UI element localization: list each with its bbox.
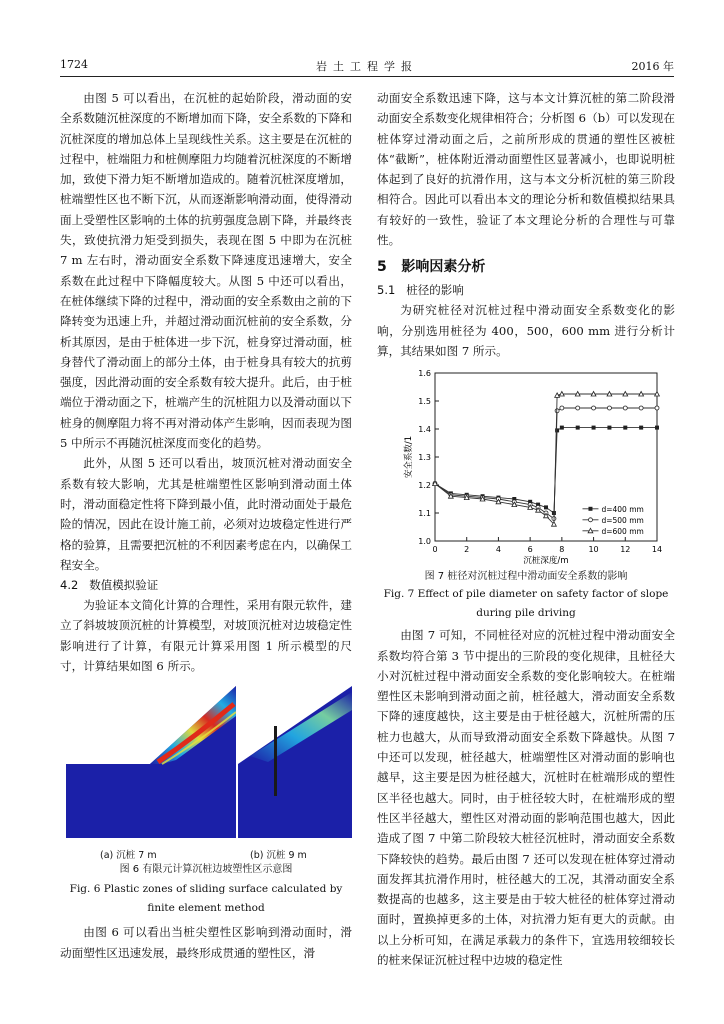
fig7-caption-cn: 图 7 桩径对沉桩过程中滑动面安全系数的影响 — [424, 571, 628, 583]
figure-6 — [60, 682, 352, 880]
fig7-chart — [377, 365, 675, 569]
data-point — [560, 406, 564, 410]
data-point — [576, 426, 580, 430]
data-point — [576, 406, 580, 410]
y-tick-label: 1.3 — [418, 453, 431, 463]
x-axis-label: 沉桩深度/m — [523, 556, 569, 567]
fig6-caption-en: Fig. 6 Plastic zones of sliding surface calculated by finite element method — [69, 883, 343, 915]
running-header — [60, 58, 674, 74]
data-point — [607, 406, 611, 410]
data-point — [544, 506, 548, 510]
data-point — [592, 426, 596, 430]
data-point — [655, 426, 659, 430]
x-tick-label: 4 — [495, 545, 501, 555]
y-tick-label: 1.4 — [418, 425, 431, 435]
data-point — [592, 406, 596, 410]
y-tick-label: 1.0 — [418, 537, 431, 547]
data-point — [607, 426, 611, 430]
left-column — [60, 88, 352, 963]
x-tick-label: 12 — [620, 545, 631, 555]
fig6-sub-a: (a) 沉桩 7 m — [100, 850, 157, 862]
data-point — [555, 429, 559, 433]
y-tick-label: 1.5 — [418, 397, 431, 407]
legend-label: d=500 mm — [601, 516, 644, 526]
paragraph: 由图 7 可知，不同桩径对应的沉桩过程中滑动面安全系数均符合第 3 节中提出的三阶段的变化规律，且桩径大小对沉桩过程中滑动面安全系数的变化影响较大。在桩端塑性区未影响到滑动面之前，桩径越大，滑动面安全系数下降的速度越快，这主要是由于桩径越大，沉桩所需的压桩力也越大，从而导致滑动面安全系数下降越快。从图 7 中还可以发现，桩径越大，桩端塑性区对滑动面的影响也越早，这主要是因为桩径越大，沉桩时在桩端形成的塑性区半径也越大。同时，由于桩径较大时，在桩端形成的塑性区半径越大，塑性区对滑动面的影响范围也越大，因此造成了图 7 中第二阶段较大桩径沉桩时，滑动面安全系数下降较快的趋势。最后由图 7 还可以发现在桩体穿过滑动面发挥其抗滑作用时，桩径越大的工况，其滑动面安全系数提高的也越多，这主要是由于较大桩径的桩体穿过滑动面时，置换掉更多的土体，对抗滑力矩有更大的贡献。由以上分析可知，在满足承载力的条件下，宜选用较细较长的桩来保证沉桩过程中边坡的稳定性 — [377, 628, 675, 968]
right-column — [377, 88, 675, 970]
y-axis-label: 安全系数/1 — [404, 436, 414, 479]
header-rule — [60, 76, 674, 77]
fig6-caption-cn: 图 6 有限元计算沉桩边坡塑性区示意图 — [119, 864, 293, 876]
x-tick-label: 14 — [651, 545, 663, 555]
paragraph: 为研究桩径对沉桩过程中滑动面安全系数变化的影响，分别选用桩径为 400，500，600 mm 进行分析计算，其结果如图 7 所示。 — [377, 303, 675, 358]
page-number: 1724 — [60, 58, 88, 71]
y-tick-label: 1.6 — [418, 369, 431, 379]
fe-plastic-zone-b — [238, 686, 352, 838]
x-tick-label: 2 — [464, 545, 470, 555]
paragraph: 由图 6 可以看出当桩尖塑性区影响到滑动面时，滑动面塑性区迅速发展，最终形成贯通的塑性区，滑 — [60, 925, 352, 960]
pile — [274, 726, 277, 796]
data-point — [639, 426, 643, 430]
x-tick-label: 6 — [527, 545, 533, 555]
x-tick-label: 0 — [432, 545, 438, 555]
fig7-caption-en: Fig. 7 Effect of pile diameter on safety factor of slope during pile driving — [383, 588, 669, 620]
paragraph: 动面安全系数迅速下降，这与本文计算沉桩的第二阶段滑动面安全系数变化规律相符合；分析图 6（b）可以发现在桩体穿过滑动面之后，之前所形成的贯通的塑性区被桩体“截断”，桩体附近滑动面塑性区显著减小，也即说明桩体起到了良好的抗滑作用，这与本文分析沉桩的第三阶段相符合。因此可以看出本文的理论分析和数值模拟结果具有较好的一致性，验证了本文理论分析的合理性与可靠性。 — [377, 91, 675, 248]
data-point — [639, 406, 643, 410]
fig6-sub-b: (b) 沉桩 9 m — [250, 850, 307, 862]
data-point — [655, 406, 659, 410]
legend-label: d=400 mm — [601, 505, 644, 515]
x-tick-label: 10 — [588, 545, 599, 555]
legend-label: d=600 mm — [601, 527, 644, 537]
section-heading-5-1: 5.1 桩径的影响 — [377, 283, 464, 298]
paragraph: 为验证本文简化计算的合理性，采用有限元软件，建立了斜坡坡顶沉桩的计算模型，对坡顶沉桩对边坡稳定性影响进行了计算，有限元计算采用图 1 所示模型的尺寸，计算结果如图 6 所示。 — [60, 598, 352, 674]
legend-marker — [588, 507, 592, 511]
journal-name: 岩土工程学报 — [316, 60, 418, 73]
y-tick-label: 1.1 — [418, 509, 431, 519]
series-line — [435, 428, 657, 513]
x-tick-label: 8 — [559, 545, 565, 555]
data-point — [623, 426, 627, 430]
y-tick-label: 1.2 — [418, 481, 431, 491]
data-point — [623, 406, 627, 410]
legend-marker — [588, 518, 592, 522]
section-heading-4-2: 4.2 数值模拟验证 — [60, 578, 159, 593]
slope-body — [66, 686, 236, 838]
paragraph: 此外，从图 5 还可以看出，坡顶沉桩对滑动面安全系数有较大影响，尤其是桩端塑性区影响到滑动面土体时，滑动面稳定性将下降到最小值，此时滑动面处于最危险的情况，因此在设计施工前，必须对边坡稳定性进行严格的验算，且需要把沉桩的不利因素考虑在内，以确保工程安全。 — [60, 456, 352, 572]
paragraph: 由图 5 可以看出，在沉桩的起始阶段，滑动面的安全系数随沉桩深度的不断增加而下降，安全系数的下降和沉桩深度的增加总体上呈现线性关系。这主要是在沉桩的过程中，桩端阻力和桩侧摩阻力均随着沉桩深度的不断增加，致使下滑力矩不断增加造成的。随着沉桩深度增加，桩端塑性区也不断下沉，从而逐渐影响滑动面，使得滑动面上受塑性区影响的土体的抗剪强度急剧下降，并最终丧失，致使抗滑力矩受到损失，表现在图 5 中即为在沉桩 7 m 左右时，滑动面安全系数下降速度迅速增大，安全系数在此过程中下降幅度较大。从图 5 中还可以看出，在桩体继续下降的过程中，滑动面的安全系数由之前的下降转变为迅速上升，并超过滑动面沉桩前的安全系数，分析其原因，是由于桩体进一步下沉，桩身穿过滑动面，桩身替代了滑动面上的部分土体，由于桩身具有较大的抗剪强度，因此滑动面的安全系数有较大提升。此后，由于桩端位于滑动面之下，桩端产生的沉桩阻力以及滑动面以下桩身的侧摩阻力将不再对滑动体产生影响，因而表现为图 5 中所示不再随沉桩深度而变化的趋势。 — [60, 91, 352, 451]
section-heading-5: 5 影响因素分析 — [377, 259, 486, 276]
series-line — [435, 408, 657, 519]
data-point — [560, 426, 564, 430]
year: 2016 年 — [631, 60, 674, 73]
fe-plastic-zone-a — [66, 686, 236, 838]
